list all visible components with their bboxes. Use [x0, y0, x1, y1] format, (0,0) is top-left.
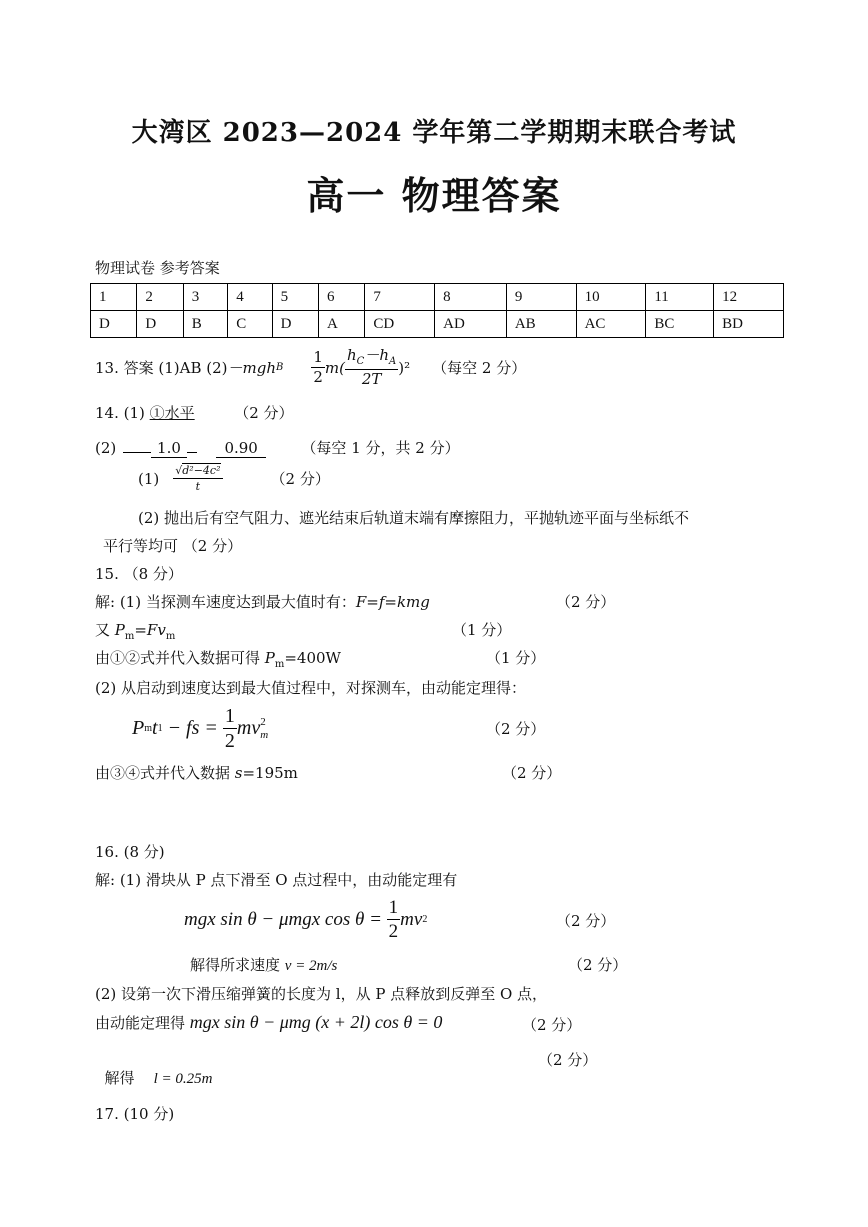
table-cell: AC	[576, 311, 646, 338]
q13-inner-sub2: A	[389, 356, 397, 367]
table-cell: B	[183, 311, 227, 338]
q15-head: 15. （8 分）	[95, 565, 183, 583]
q14-root-den: t	[195, 480, 201, 493]
q16-eq1-mv: mv	[400, 908, 423, 930]
table-cell: 9	[506, 284, 576, 311]
table-cell: CD	[365, 311, 435, 338]
q15-l6-s: s	[234, 764, 243, 782]
q15-equation	[132, 706, 268, 751]
q14-score2: （每空 1 分，共 2 分）	[301, 439, 460, 457]
q15-eq-score: （2 分）	[486, 720, 546, 738]
q15-eq-pm-sub: m	[144, 723, 152, 734]
q15-line2	[95, 619, 175, 642]
q15-eq-frac-num: 1	[224, 705, 235, 727]
table-cell: 7	[365, 284, 435, 311]
q16-l6-text: 解得	[104, 1069, 154, 1087]
q13-frac-den: 2	[313, 368, 323, 386]
q13-m-open: m(	[324, 358, 345, 377]
q16-line6	[95, 1049, 213, 1088]
q13-score: （每空 2 分）	[432, 359, 527, 377]
q15-eq-mv: mv	[236, 717, 261, 739]
q14-line1	[95, 402, 294, 423]
q15-eq-sub: m	[260, 728, 269, 741]
q16-line1: 解: (1) 滑块从 P 点下滑至 O 点过程中，由动能定理有	[95, 871, 458, 889]
q15-eq-fraction	[223, 706, 237, 751]
table-cell: C	[228, 311, 272, 338]
exam-title: 大湾区 2023—2024 学年第二学期期末联合考试	[131, 118, 737, 148]
table-cell: 5	[272, 284, 318, 311]
q15-l1-score: （2 分）	[556, 593, 616, 611]
q13-inner-minus: －h	[364, 346, 389, 364]
q14-line4: (2) 抛出后有空气阻力、遮光结束后轨道末端有摩擦阻力，平抛轨迹平面与坐标纸不	[138, 509, 690, 527]
q15-l3-val: =400W	[284, 649, 341, 667]
q15-l2-fv: =Fv	[134, 621, 166, 639]
q14-score3: （2 分）	[270, 470, 330, 488]
q15-eq-t: t	[152, 717, 158, 739]
table-cell: 8	[435, 284, 507, 311]
q15-line3	[95, 647, 341, 670]
q13-close: )²	[398, 358, 411, 377]
q15-l2-pm-sub: m	[124, 631, 135, 642]
table-row-answers	[91, 311, 784, 338]
q15-l6-text: 由③④式并代入数据	[95, 764, 235, 782]
q13-expr1: －mgh	[227, 359, 277, 377]
q15-eq-sup: 2	[260, 716, 266, 729]
q16-eq1-frac-den: 2	[388, 921, 399, 942]
q15-l2-fv-sub: m	[165, 631, 176, 642]
table-cell: D	[272, 311, 318, 338]
table-cell: 3	[183, 284, 227, 311]
q15-line4: (2) 从启动到速度达到最大值过程中，对探测车，由动能定理得：	[95, 679, 527, 697]
q14-val1: 1.0	[151, 439, 187, 458]
q15-l1-text: 解: (1) 当探测车速度达到最大值时有：	[95, 593, 356, 611]
q14-l3-prefix: (1)	[138, 469, 160, 488]
q15-l3-pm-sub: m	[274, 659, 285, 670]
q13-inner-num: h	[347, 346, 357, 364]
q15-l3-text: 由①②式并代入数据可得	[95, 649, 265, 667]
table-cell: D	[91, 311, 137, 338]
q16-eq1-fraction	[387, 898, 401, 941]
table-cell: 4	[228, 284, 272, 311]
q14-prefix: 14. (1)	[95, 404, 150, 422]
q17-head: 17. (10 分)	[95, 1105, 175, 1123]
q16-eq1-score: （2 分）	[556, 912, 616, 930]
q15-eq-mid: − fs =	[162, 717, 223, 739]
table-cell: 12	[714, 284, 784, 311]
q14-answer: ①水平	[149, 404, 195, 422]
q16-line4: (2) 设第一次下滑压缩弹簧的长度为 l，从 P 点释放到反弹至 O 点，	[95, 985, 548, 1003]
answer-table	[90, 283, 784, 338]
q13-answer-line	[95, 348, 526, 387]
q15-l6-score: （2 分）	[502, 764, 562, 782]
q15-l6-val: =195m	[242, 764, 298, 782]
q13-inner-fraction	[345, 348, 398, 387]
q14-line3	[138, 465, 330, 492]
q15-l3-pm: P	[264, 649, 275, 667]
q15-eq-frac-den: 2	[224, 730, 235, 752]
q16-line3	[190, 954, 337, 975]
table-cell: 2	[137, 284, 183, 311]
table-row-numbers	[91, 284, 784, 311]
table-cell: 11	[646, 284, 714, 311]
q14-root-fraction: $\frac{\text{√d²−4c²}}{t}$	[175, 464, 221, 493]
q15-line6	[95, 762, 298, 783]
q16-eq1-left: mgx sin θ − μmgx cos θ =	[184, 908, 387, 930]
section-label: 物理试卷 参考答案	[95, 259, 220, 277]
q13-frac-num: 1	[313, 348, 323, 366]
q14-line2	[95, 437, 460, 458]
q15-l1-math: F=f=kmg	[355, 593, 430, 611]
q13-prefix: 13. 答案 (1)AB (2)	[95, 359, 228, 377]
table-cell: BD	[714, 311, 784, 338]
q16-l5-math: mgx sin θ − μmg (x + 2l) cos θ = 0	[189, 1012, 443, 1032]
q14-l2-prefix: (2)	[95, 439, 117, 457]
q16-l5-text: 由动能定理得	[95, 1014, 190, 1032]
table-cell: D	[137, 311, 183, 338]
q16-l6-score: （2 分）	[538, 1051, 598, 1069]
q16-eq1-frac-num: 1	[388, 897, 399, 918]
q15-eq-t-sub: 1	[157, 723, 163, 734]
table-cell: 1	[91, 284, 137, 311]
q14-score1: （2 分）	[234, 404, 294, 422]
q14-val2: 0.90	[216, 439, 265, 458]
table-cell: AD	[435, 311, 507, 338]
q14-line5: 平行等均可 （2 分）	[103, 537, 243, 555]
q16-l3-score: （2 分）	[568, 956, 628, 974]
q16-l3-text: 解得所求速度	[190, 956, 285, 974]
q16-head: 16. (8 分)	[95, 843, 165, 861]
table-cell: A	[319, 311, 365, 338]
q16-eq1-sup: 2	[422, 914, 428, 925]
table-cell: 10	[576, 284, 646, 311]
q13-inner-den: 2T	[361, 370, 382, 388]
q16-equation1	[184, 898, 427, 941]
q15-l2-text: 又	[95, 621, 115, 639]
q14-root: d²−4c²	[182, 464, 221, 477]
q13-half-fraction	[311, 350, 325, 385]
q13-inner-sub1: C	[356, 356, 365, 367]
q16-l6-math: l = 0.25m	[153, 1071, 213, 1087]
q15-l2-score: （1 分）	[452, 621, 512, 639]
table-cell: 6	[319, 284, 365, 311]
answer-subtitle: 高一 物理答案	[306, 173, 562, 218]
table-cell: BC	[646, 311, 714, 338]
q13-expr1-sub: B	[276, 362, 284, 373]
q15-eq-pm: P	[132, 717, 145, 739]
table-cell: AB	[506, 311, 576, 338]
q16-l3-math: v = 2m/s	[284, 958, 338, 974]
q15-line1	[95, 591, 430, 612]
q15-l2-pm: P	[114, 621, 125, 639]
q16-l5-score: （2 分）	[522, 1016, 582, 1034]
q15-l3-score: （1 分）	[486, 649, 546, 667]
q16-line5	[95, 1012, 442, 1033]
